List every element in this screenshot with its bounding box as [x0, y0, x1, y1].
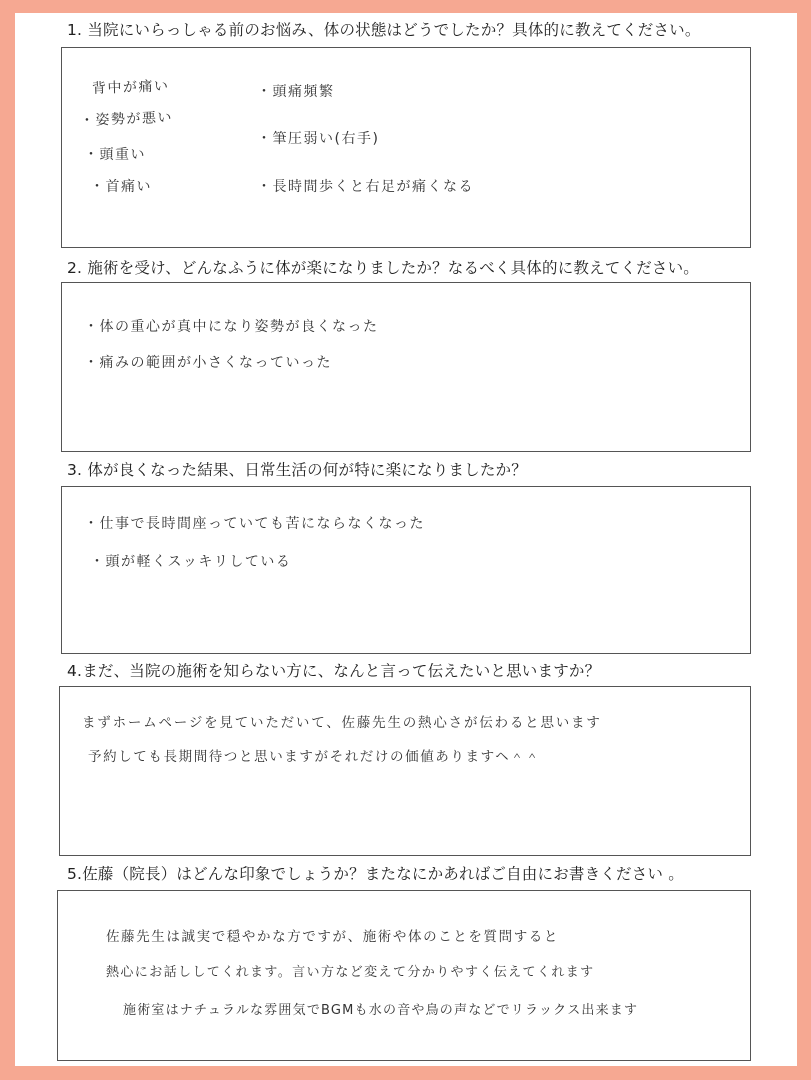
question-2: 2. 施術を受け、どんなふうに体が楽になりましたか？なるべく具体的に教えてください。 [67, 259, 699, 277]
answer-1-line-2: ・姿勢が悪い [79, 109, 174, 129]
answer-box-5 [57, 890, 751, 1061]
answer-4-line-2: 予約しても長期間待つと思いますがそれだけの価値ありますヘ＾＾ [88, 749, 541, 765]
answer-5-line-1: 佐藤先生は誠実で穏やかな方ですが、施術や体のことを質問すると [106, 929, 559, 945]
answer-2-line-1: ・体の重心が真中になり姿勢が良くなった [84, 319, 379, 335]
answer-1-line-5: ・頭痛頻繁 [257, 84, 335, 100]
answer-2-line-2: ・痛みの範囲が小さくなっていった [84, 355, 332, 371]
answer-box-4 [59, 686, 751, 856]
answer-3-line-2: ・頭が軽くスッキリしている [90, 554, 292, 570]
question-3: 3. 体が良くなった結果、日常生活の何が特に楽になりましたか？ [67, 461, 527, 479]
answer-3-line-1: ・仕事で長時間座っていても苦にならなくなった [84, 516, 425, 532]
answer-4-line-1: まずホームページを見ていただいて、佐藤先生の熱心さが伝わると思います [82, 715, 602, 731]
question-4: 4.まだ、当院の施術を知らない方に、なんと言って伝えたいと思いますか？ [67, 662, 601, 680]
answer-5-line-2: 熱心にお話ししてくれます。言い方など変えて分かりやすく伝えてくれます [106, 965, 595, 980]
answer-1-line-6: ・筆圧弱い(右手) [257, 131, 380, 147]
answer-1-line-4: ・首痛い [90, 179, 152, 195]
answer-1-line-7: ・長時間歩くと右足が痛くなる [257, 179, 474, 195]
answer-1-line-3: ・頭重い [84, 147, 146, 163]
question-5: 5.佐藤（院長）はどんな印象でしょうか？またなにかあればご自由にお書きください 。 [67, 865, 684, 883]
answer-1-line-1: 背中が痛い [91, 78, 170, 97]
answer-5-line-3: 施術室はナチュラルな雰囲気でBGMも水の音や鳥の声などでリラックス出来ます [123, 1003, 639, 1018]
answer-box-1 [61, 47, 751, 248]
answer-box-2 [61, 282, 751, 452]
answer-box-3 [61, 486, 751, 654]
question-1: 1. 当院にいらっしゃる前のお悩み、体の状態はどうでしたか？具体的に教えてください。 [67, 21, 701, 39]
